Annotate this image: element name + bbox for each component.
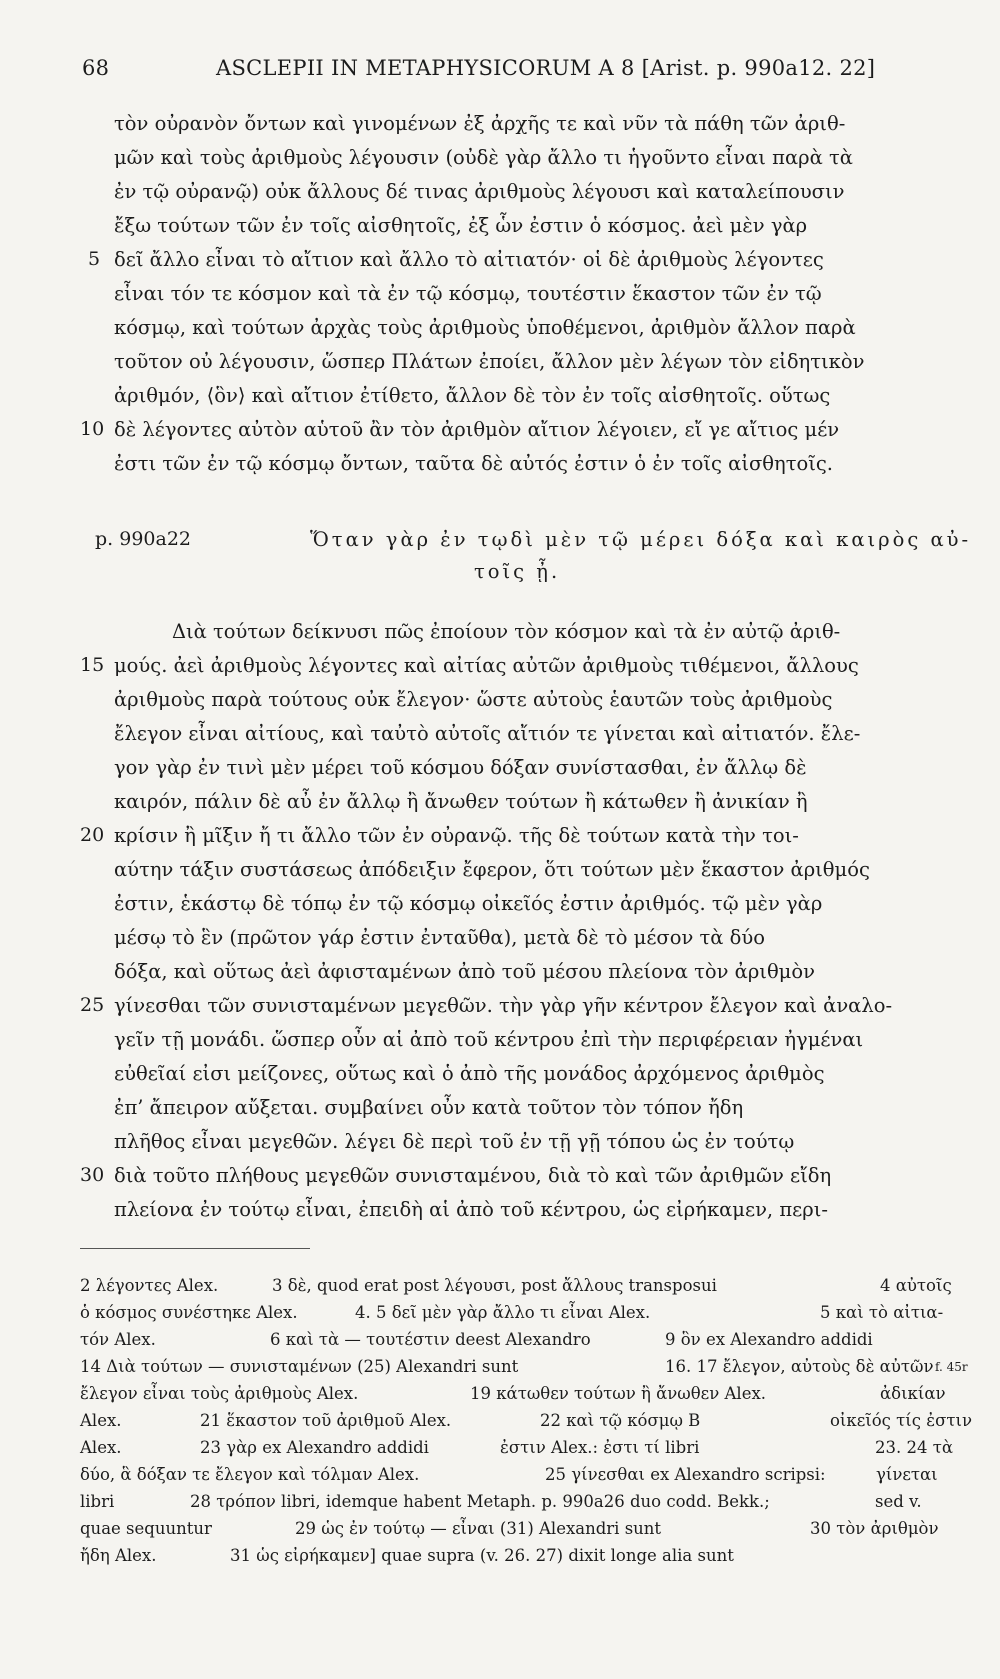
footnote-entry: 30 τὸν ἀριθμὸν xyxy=(810,1519,939,1538)
lemma-line: Ὅταν γὰρ ἐν τῳδὶ μὲν τῷ μέρει δόξα καὶ καιρὸς αὐ- xyxy=(310,528,972,551)
footnote-entry: 29 ὡς ἐν τούτῳ — εἶναι (31) Alexandri sunt xyxy=(295,1519,662,1538)
text-line: αύτην τάξιν συστάσεως ἀπόδειξιν ἔφερον, ὅτι τούτων μὲν ἕκαστον ἀριθμός xyxy=(114,858,870,881)
line-number: 30 xyxy=(80,1164,105,1186)
footnote-entry: ἀδικίαν xyxy=(880,1384,946,1403)
text-line: καιρόν, πάλιν δὲ αὖ ἐν ἄλλῳ ἢ ἄνωθεν τούτων ἢ κάτωθεν ἢ ἀνικίαν ἢ xyxy=(114,790,808,813)
footnote-entry: sed v. xyxy=(875,1492,922,1511)
text-line: τοῦτον οὐ λέγουσιν, ὥσπερ Πλάτων ἐποίει, ἄλλον μὲν λέγων τὸν εἰδητικὸν xyxy=(114,350,865,373)
text-line: κρίσιν ἢ μῖξιν ἤ τι ἄλλο τῶν ἐν οὐρανῷ. τῆς δὲ τούτων κατὰ τὴν τοι- xyxy=(114,824,799,847)
footnote-entry: Alex. xyxy=(80,1411,122,1430)
footnote-entry: 28 τρόπον libri, idemque habent Metaph. p. 990a26 duo codd. Bekk.; xyxy=(190,1492,770,1511)
footnote-entry: 5 καὶ τὸ αἰτια- xyxy=(820,1303,944,1322)
footnote-entry: ἔλεγον εἶναι τοὺς ἀριθμοὺς Alex. xyxy=(80,1384,359,1403)
footnote-separator xyxy=(80,1248,310,1249)
text-line: δόξα, καὶ οὕτως ἀεὶ ἀφισταμένων ἀπὸ τοῦ μέσου πλείονα τὸν ἀριθμὸν xyxy=(114,960,815,983)
text-line: κόσμῳ, καὶ τούτων ἀρχὰς τοὺς ἀριθμοὺς ὑποθέμενοι, ἀριθμὸν ἄλλον παρὰ xyxy=(114,316,856,339)
text-line: μῶν καὶ τοὺς ἀριθμοὺς λέγουσιν (οὐδὲ γὰρ ἄλλο τι ἡγοῦντο εἶναι παρὰ τὰ xyxy=(114,146,853,169)
running-title: ASCLEPII IN METAPHYSICORUM A 8 [Arist. p. 990a12. 22] xyxy=(216,56,876,80)
footnote-entry: 22 καὶ τῷ κόσμῳ B xyxy=(540,1411,701,1430)
text-line: δὲ λέγοντες αὐτὸν αὑτοῦ ἂν τὸν ἀριθμὸν αἴτιον λέγοιεν, εἴ γε αἴτιος μέν xyxy=(114,418,840,441)
page-number: 68 xyxy=(82,56,110,80)
text-line: εὐθεῖαί εἰσι μείζονες, οὕτως καὶ ὁ ἀπὸ τῆς μονάδος ἀρχόμενος ἀριθμὸς xyxy=(114,1062,825,1085)
line-number: 10 xyxy=(80,418,105,440)
text-line: μέσῳ τὸ ἓν (πρῶτον γάρ ἐστιν ἐνταῦθα), μετὰ δὲ τὸ μέσον τὰ δύο xyxy=(114,926,766,949)
footnote-entry: 14 Διὰ τούτων — συνισταμένων (25) Alexandri sunt xyxy=(80,1357,519,1376)
footnote-entry: 3 δὲ, quod erat post λέγουσι, post ἄλλους transposui xyxy=(272,1276,717,1295)
line-number: 5 xyxy=(88,248,101,270)
text-line: πλείονα ἐν τούτῳ εἶναι, ἐπειδὴ αἱ ἀπὸ τοῦ κέντρου, ὡς εἰρήκαμεν, περι- xyxy=(114,1198,828,1221)
line-number: 15 xyxy=(80,654,105,676)
lemma-line: τοῖς ᾖ. xyxy=(474,560,561,583)
footnote-entry: 9 ὃν ex Alexandro addidi xyxy=(665,1330,873,1349)
footnote-entry: 21 ἕκαστον τοῦ ἀριθμοῦ Alex. xyxy=(200,1411,452,1430)
footnote-entry: 6 καὶ τὰ — τουτέστιν deest Alexandro xyxy=(270,1330,591,1349)
footnote-entry: δύο, ἃ δόξαν τε ἔλεγον καὶ τόλμαν Alex. xyxy=(80,1465,420,1484)
lemma-reference: p. 990a22 xyxy=(95,528,192,550)
text-line: ἀριθμοὺς παρὰ τούτους οὐκ ἔλεγον· ὥστε αὐτοὺς ἑαυτῶν τοὺς ἀριθμοὺς xyxy=(114,688,833,711)
text-line: ἐν τῷ οὐρανῷ) οὐκ ἄλλους δέ τινας ἀριθμοὺς λέγουσι καὶ καταλείπουσιν xyxy=(114,180,845,203)
line-number: 20 xyxy=(80,824,105,846)
footnote-entry: quae sequuntur xyxy=(80,1519,212,1538)
footnote-entry: γίνεται xyxy=(876,1465,938,1484)
text-line: γεῖν τῇ μονάδι. ὥσπερ οὖν αἱ ἀπὸ τοῦ κέντρου ἐπὶ τὴν περιφέρειαν ἠγμέναι xyxy=(114,1028,864,1051)
text-line: ἐστι τῶν ἐν τῷ κόσμῳ ὄντων, ταῦτα δὲ αὐτός ἐστιν ὁ ἐν τοῖς αἰσθητοῖς. xyxy=(114,452,833,475)
folio-margin-note: f. 45r xyxy=(935,1360,968,1374)
footnote-entry: τόν Alex. xyxy=(80,1330,156,1349)
text-line: τὸν οὐρανὸν ὄντων καὶ γινομένων ἐξ ἀρχῆς τε καὶ νῦν τὰ πάθη τῶν ἀριθ- xyxy=(114,112,846,135)
text-line: ἐπ’ ἄπειρον αὔξεται. συμβαίνει οὖν κατὰ τοῦτον τὸν τόπον ἤδη xyxy=(114,1096,744,1119)
footnote-entry: 4 αὐτοῖς xyxy=(880,1276,952,1295)
text-line: γον γὰρ ἐν τινὶ μὲν μέρει τοῦ κόσμου δόξαν συνίστασθαι, ἐν ἄλλῳ δὲ xyxy=(114,756,807,779)
footnote-entry: ἐστιν Alex.: ἐστι τί libri xyxy=(500,1438,700,1457)
line-number: 25 xyxy=(80,994,105,1016)
footnote-entry: 23. 24 τὰ xyxy=(875,1438,953,1457)
text-line: ἔλεγον εἶναι αἰτίους, καὶ ταὐτὸ αὐτοῖς αἴτιόν τε γίνεται καὶ αἰτιατόν. ἔλε- xyxy=(114,722,861,745)
footnote-entry: 31 ὡς εἰρήκαμεν] quae supra (v. 26. 27) dixit longe alia sunt xyxy=(230,1546,734,1565)
footnote-entry: ὁ κόσμος συνέστηκε Alex. xyxy=(80,1303,298,1322)
text-line: διὰ τοῦτο πλήθους μεγεθῶν συνισταμένου, διὰ τὸ καὶ τῶν ἀριθμῶν εἴδη xyxy=(114,1164,832,1187)
footnote-entry: libri xyxy=(80,1492,115,1511)
text-line: ἐστιν, ἑκάστῳ δὲ τόπῳ ἐν τῷ κόσμῳ οἰκεῖός ἐστιν ἀριθμός. τῷ μὲν γὰρ xyxy=(114,892,823,915)
footnote-entry: 4. 5 δεῖ μὲν γὰρ ἄλλο τι εἶναι Alex. xyxy=(355,1303,651,1322)
text-line: μούς. ἀεὶ ἀριθμοὺς λέγοντες καὶ αἰτίας αὐτῶν ἀριθμοὺς τιθέμενοι, ἄλλους xyxy=(114,654,859,677)
footnote-entry: Alex. xyxy=(80,1438,122,1457)
footnote-entry: 19 κάτωθεν τούτων ἢ ἄνωθεν Alex. xyxy=(470,1384,767,1403)
text-line: Διὰ τούτων δείκνυσι πῶς ἐποίουν τὸν κόσμον καὶ τὰ ἐν αὐτῷ ἀριθ- xyxy=(172,620,841,643)
text-line: πλῆθος εἶναι μεγεθῶν. λέγει δὲ περὶ τοῦ ἐν τῇ γῇ τόπου ὡς ἐν τούτῳ xyxy=(114,1130,795,1153)
footnote-entry: ἤδη Alex. xyxy=(80,1546,157,1565)
text-line: ἀριθμόν, ⟨ὃν⟩ καὶ αἴτιον ἐτίθετο, ἄλλον δὲ τὸν ἐν τοῖς αἰσθητοῖς. οὕτως xyxy=(114,384,831,407)
text-line: εἶναι τόν τε κόσμον καὶ τὰ ἐν τῷ κόσμῳ, τουτέστιν ἕκαστον τῶν ἐν τῷ xyxy=(114,282,822,305)
text-line: ἔξω τούτων τῶν ἐν τοῖς αἰσθητοῖς, ἐξ ὧν ἐστιν ὁ κόσμος. ἀεὶ μὲν γὰρ xyxy=(114,214,808,237)
footnote-entry: 2 λέγοντες Alex. xyxy=(80,1276,219,1295)
footnote-entry: 25 γίνεσθαι ex Alexandro scripsi: xyxy=(545,1465,826,1484)
footnote-entry: 23 γὰρ ex Alexandro addidi xyxy=(200,1438,429,1457)
text-line: γίνεσθαι τῶν συνισταμένων μεγεθῶν. τὴν γὰρ γῆν κέντρον ἔλεγον καὶ ἀναλο- xyxy=(114,994,893,1017)
text-line: δεῖ ἄλλο εἶναι τὸ αἴτιον καὶ ἄλλο τὸ αἰτιατόν· οἱ δὲ ἀριθμοὺς λέγοντες xyxy=(114,248,824,271)
footnote-entry: οἰκεῖός τίς ἐστιν xyxy=(830,1411,972,1430)
footnote-entry: 16. 17 ἔλεγον, αὐτοὺς δὲ αὐτῶν xyxy=(665,1357,934,1376)
